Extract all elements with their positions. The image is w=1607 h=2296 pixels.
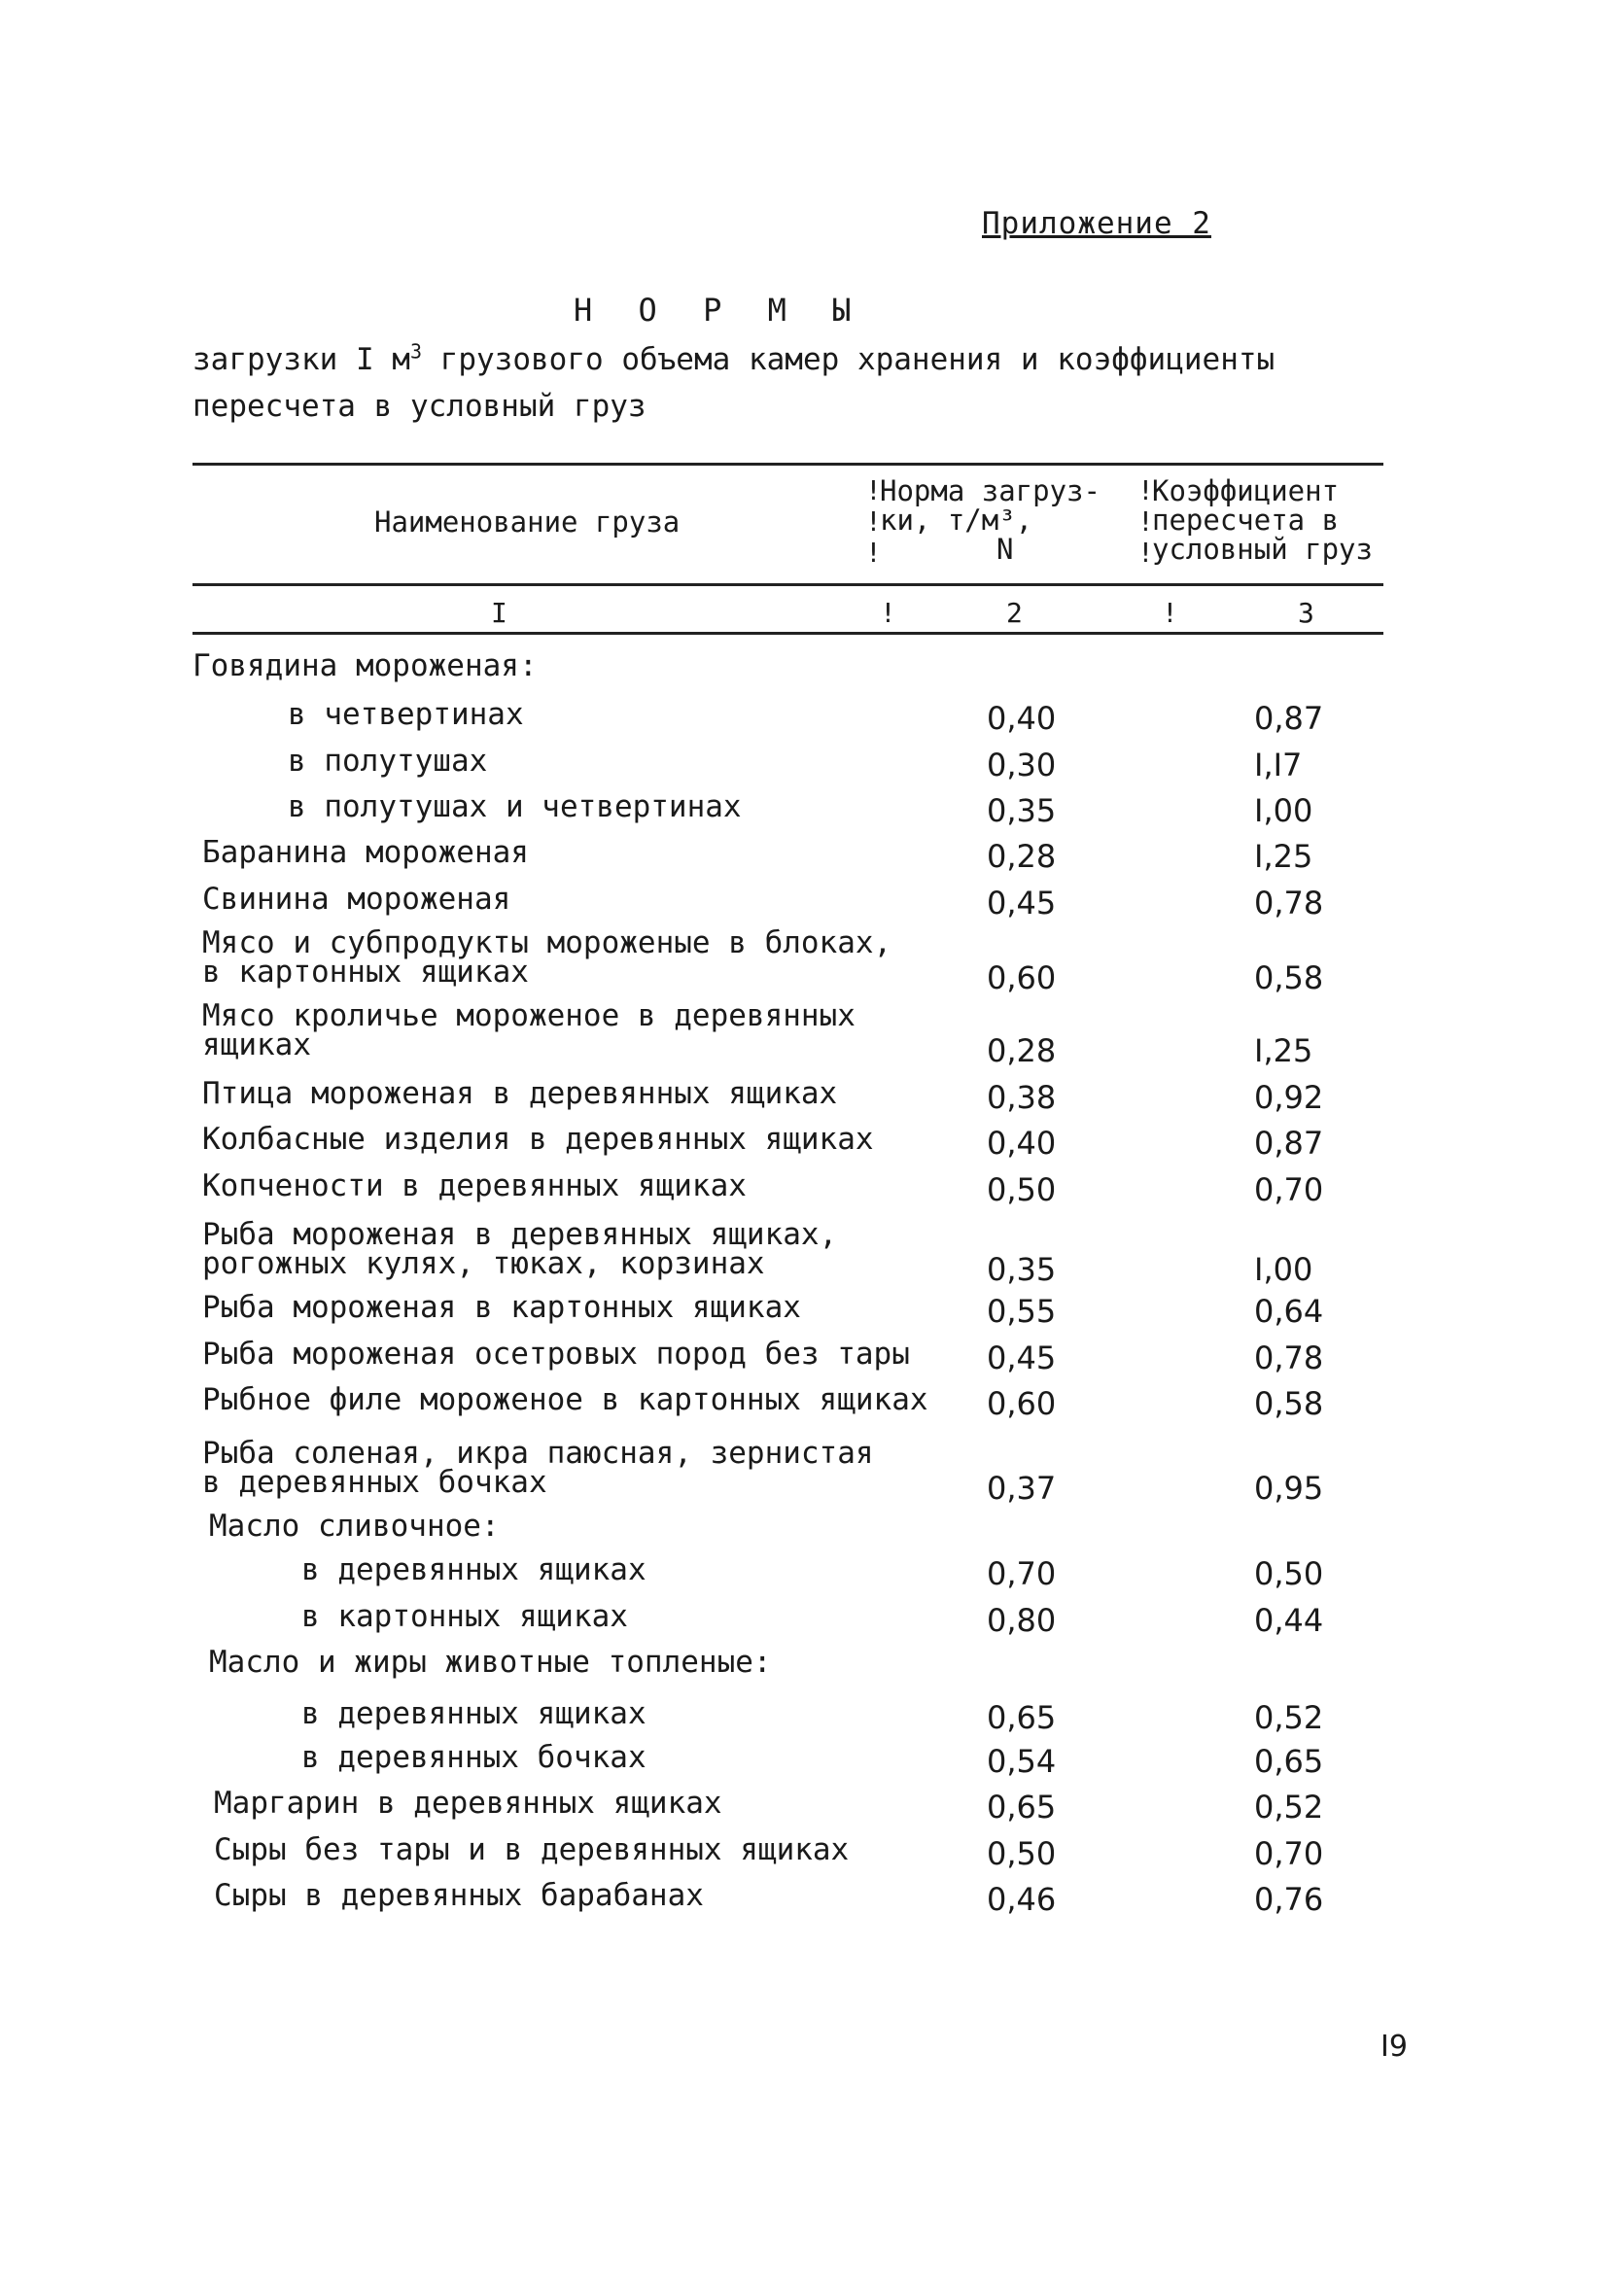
- column-header-coef: [1152, 476, 1415, 564]
- coefficient-value: 0,70: [1254, 1835, 1324, 1872]
- cargo-name: Свинина мороженая: [202, 882, 511, 917]
- cargo-name: в деревянных ящиках: [301, 1552, 646, 1587]
- cargo-name: Рыбное филе мороженое в картонных ящиках: [202, 1382, 928, 1417]
- column-number-2: 2: [1006, 597, 1023, 629]
- column-header-coef-line1: Коэффициент: [1152, 474, 1340, 507]
- norm-value: 0,50: [987, 1171, 1057, 1208]
- header-separator: !: [865, 505, 882, 538]
- coefficient-value: I,00: [1254, 792, 1313, 829]
- header-separator: !: [1137, 505, 1154, 538]
- cargo-name: Мясо кроличье мороженое в деревянных ящиках: [202, 998, 856, 1062]
- coefficient-value: 0,65: [1254, 1743, 1324, 1780]
- cargo-name: Колбасные изделия в деревянных ящиках: [202, 1122, 874, 1157]
- cargo-name: в деревянных бочках: [301, 1740, 646, 1775]
- cargo-name: Масло сливочное:: [209, 1509, 500, 1544]
- subtitle-line2: пересчета в условный груз: [192, 389, 646, 424]
- cargo-name: Масло и жиры животные топленые:: [209, 1645, 772, 1680]
- column-header-norm-line3: N: [996, 533, 1014, 566]
- header-separator: !: [865, 537, 882, 569]
- coefficient-value: 0,52: [1254, 1699, 1324, 1736]
- cargo-name: Рыба мороженая в картонных ящиках: [202, 1290, 801, 1325]
- norm-value: 0,35: [987, 792, 1057, 829]
- coefficient-value: 0,78: [1254, 1339, 1324, 1376]
- column-header-coef-line3: условный груз: [1152, 533, 1373, 566]
- cargo-name: Сыры в деревянных барабанах: [214, 1878, 704, 1913]
- cargo-name: Сыры без тары и в деревянных ящиках: [214, 1832, 850, 1867]
- cargo-name: в четвертинах: [288, 697, 524, 732]
- cargo-name: Маргарин в деревянных ящиках: [214, 1786, 722, 1821]
- coefficient-value: 0,70: [1254, 1171, 1324, 1208]
- cargo-name: Баранина мороженая: [202, 835, 529, 870]
- coefficient-value: 0,52: [1254, 1789, 1324, 1826]
- column-header-norm-line1: Норма загруз-: [880, 474, 1100, 507]
- cargo-name: Мясо и субпродукты мороженые в блоках, в картонных ящиках: [202, 925, 892, 990]
- cargo-name: Говядина мороженая:: [192, 648, 538, 683]
- coefficient-value: 0,64: [1254, 1293, 1324, 1330]
- norm-value: 0,28: [987, 838, 1057, 875]
- coefficient-value: 0,92: [1254, 1079, 1324, 1116]
- cargo-name: в полутушах: [288, 744, 488, 779]
- norm-value: 0,40: [987, 700, 1057, 737]
- document-title: Н О Р М Ы: [574, 292, 865, 329]
- norm-value: 0,65: [987, 1699, 1057, 1736]
- document-subtitle: [192, 336, 1359, 430]
- norm-value: 0,80: [987, 1602, 1057, 1639]
- table-header-rule: [192, 583, 1383, 586]
- appendix-label: Приложение 2: [982, 206, 1211, 241]
- norm-value: 0,45: [987, 1339, 1057, 1376]
- coefficient-value: I,I7: [1254, 747, 1303, 783]
- header-separator: !: [865, 474, 882, 506]
- norm-value: 0,55: [987, 1293, 1057, 1330]
- norm-value: 0,54: [987, 1743, 1057, 1780]
- coefficient-value: 0,58: [1254, 1385, 1324, 1422]
- column-header-norm-line2: ки, т/м³,: [880, 504, 1033, 537]
- coefficient-value: 0,87: [1254, 700, 1324, 737]
- cargo-name: Рыба соленая, икра паюсная, зернистая в деревянных бочках: [202, 1436, 874, 1500]
- norm-value: 0,65: [987, 1789, 1057, 1826]
- norm-value: 0,60: [987, 959, 1057, 996]
- header-separator: !: [1137, 474, 1154, 506]
- subtitle-part1: загрузки I м: [192, 342, 410, 377]
- cargo-name: Копчености в деревянных ящиках: [202, 1168, 747, 1203]
- norm-value: 0,46: [987, 1881, 1057, 1918]
- norm-value: 0,60: [987, 1385, 1057, 1422]
- coefficient-value: I,25: [1254, 838, 1313, 875]
- norm-value: 0,70: [987, 1555, 1057, 1592]
- subtitle-superscript: 3: [409, 339, 423, 364]
- column-number-separator: !: [880, 597, 896, 629]
- coefficient-value: 0,50: [1254, 1555, 1324, 1592]
- coefficient-value: 0,87: [1254, 1125, 1324, 1162]
- norm-value: 0,35: [987, 1251, 1057, 1288]
- cargo-name: в картонных ящиках: [301, 1599, 628, 1634]
- page-number: I9: [1380, 2030, 1408, 2064]
- cargo-name: в полутушах и четвертинах: [288, 789, 742, 824]
- column-header-name: Наименование груза: [374, 505, 681, 539]
- norm-value: 0,45: [987, 885, 1057, 922]
- coefficient-value: 0,58: [1254, 959, 1324, 996]
- norm-value: 0,38: [987, 1079, 1057, 1116]
- norm-value: 0,28: [987, 1032, 1057, 1069]
- coefficient-value: I,00: [1254, 1251, 1313, 1288]
- column-number-separator: !: [1162, 597, 1178, 629]
- coefficient-value: I,25: [1254, 1032, 1313, 1069]
- subtitle-part2: грузового объема камер хранения и коэффициенты: [422, 342, 1275, 377]
- column-header-coef-line2: пересчета в: [1152, 504, 1340, 537]
- cargo-name: Птица мороженая в деревянных ящиках: [202, 1076, 838, 1111]
- coefficient-value: 0,95: [1254, 1470, 1324, 1507]
- cargo-name: в деревянных ящиках: [301, 1696, 646, 1731]
- column-number-3: 3: [1298, 597, 1314, 629]
- column-number-1: I: [491, 597, 507, 629]
- norm-value: 0,50: [987, 1835, 1057, 1872]
- table-top-rule: [192, 463, 1383, 466]
- norm-value: 0,40: [987, 1125, 1057, 1162]
- norm-value: 0,37: [987, 1470, 1057, 1507]
- table-numbers-rule: [192, 632, 1383, 635]
- column-header-norm: [880, 476, 1142, 564]
- cargo-name: Рыба мороженая в деревянных ящиках, рогожных кулях, тюках, корзинах: [202, 1217, 838, 1281]
- coefficient-value: 0,78: [1254, 885, 1324, 922]
- norm-value: 0,30: [987, 747, 1057, 783]
- header-separator: !: [1137, 537, 1154, 569]
- cargo-name: Рыба мороженая осетровых пород без тары: [202, 1337, 910, 1372]
- coefficient-value: 0,76: [1254, 1881, 1324, 1918]
- coefficient-value: 0,44: [1254, 1602, 1324, 1639]
